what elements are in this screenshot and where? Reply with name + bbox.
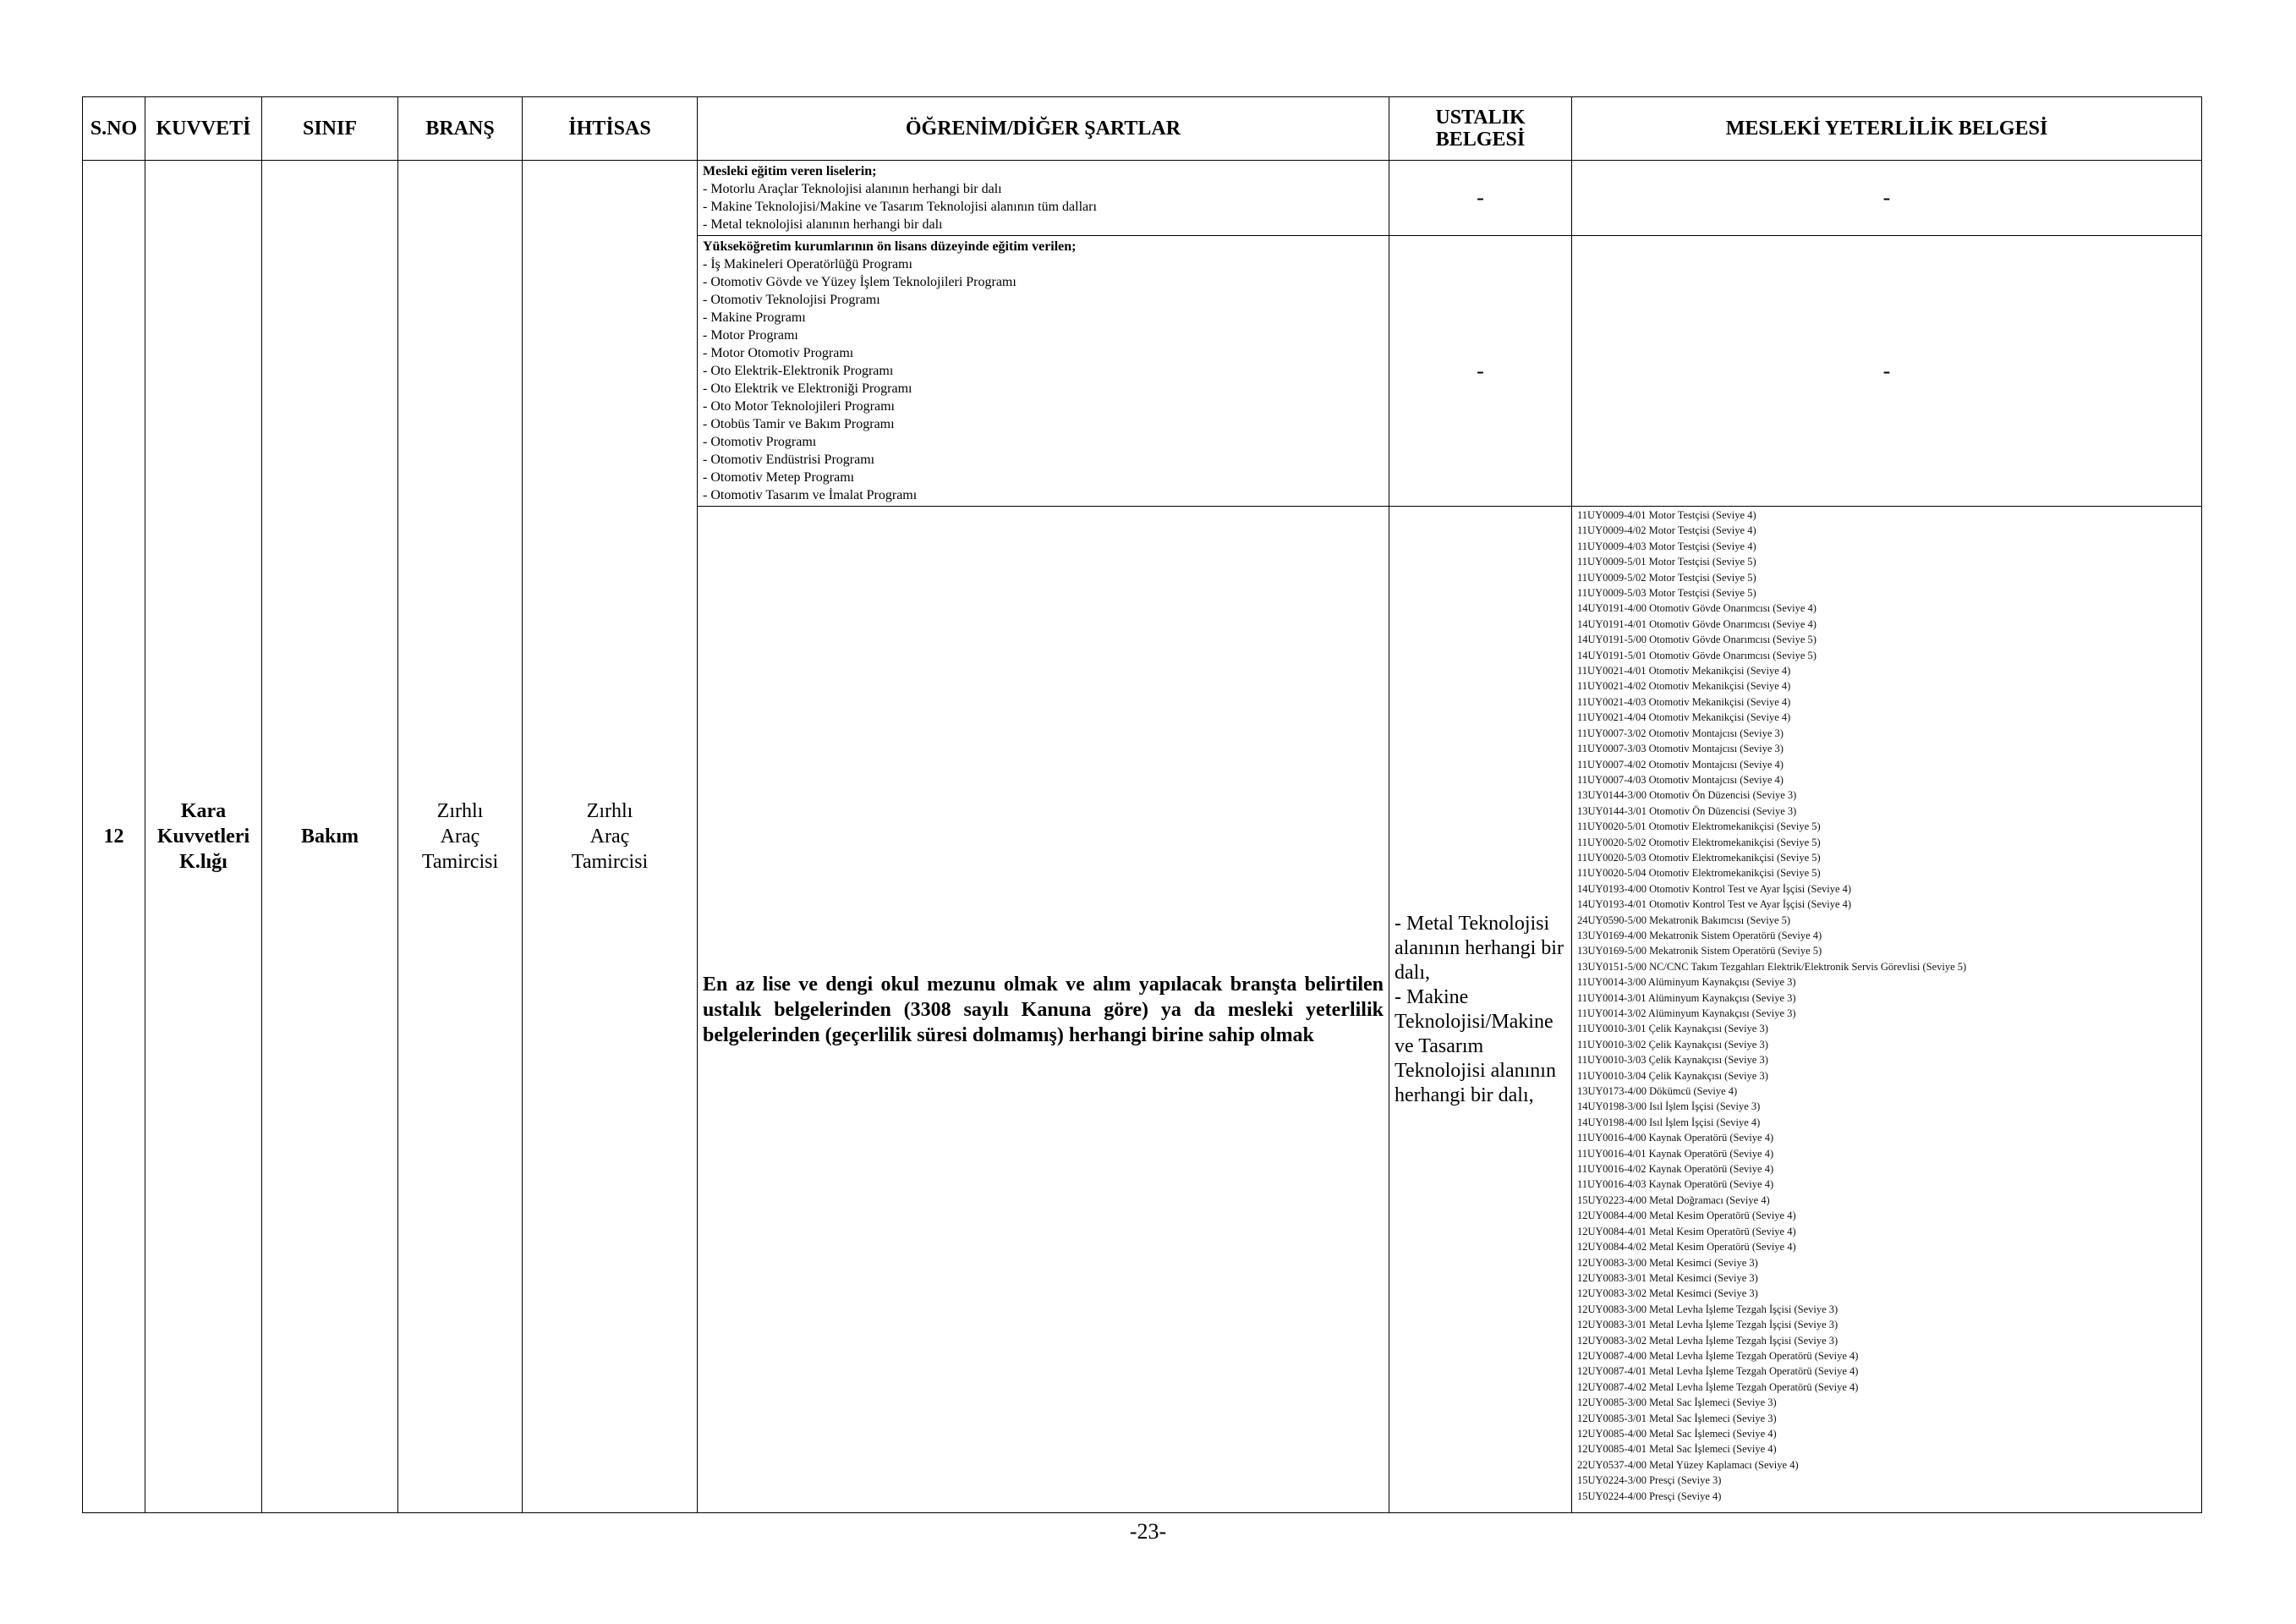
list-item: - Otomotiv Programı (703, 435, 817, 449)
header-ustalik-line2: BELGESİ (1435, 129, 1526, 151)
header-ihtisas: İHTİSAS (523, 97, 698, 161)
req1-cell (698, 161, 1389, 236)
list-item: 11UY0016-4/00 Kaynak Operatörü (Seviye 4) (1577, 1132, 1774, 1144)
brans-line: Araç (440, 826, 480, 848)
ihtisas-line: Tamircisi (571, 851, 649, 873)
list-item: - Makine Teknolojisi/Makine ve Tasarım Teknolojisi alanının tüm dalları (703, 200, 1097, 214)
list-item: 11UY0009-4/01 Motor Testçisi (Seviye 4) (1577, 509, 1756, 521)
sno-cell: 12 (83, 161, 145, 1513)
list-item: 12UY0085-4/01 Metal Sac İşlemeci (Seviye 4) (1577, 1443, 1777, 1456)
list-item: 13UY0169-4/00 Mekatronik Sistem Operatörü (Seviye 4) (1577, 929, 1822, 941)
list-item: 11UY0010-3/01 Çelik Kaynakçısı (Seviye 3) (1577, 1023, 1768, 1035)
ihtisas-cell (523, 161, 698, 1513)
list-item: 14UY0198-3/00 Isıl İşlem İşçisi (Seviye 3) (1577, 1100, 1761, 1113)
ihtisas-line: Araç (589, 826, 630, 848)
list-item: - Otomotiv Endüstrisi Programı (703, 453, 875, 467)
list-item: 11UY0010-3/03 Çelik Kaynakçısı (Seviye 3) (1577, 1054, 1768, 1067)
list-item: 12UY0085-3/00 Metal Sac İşlemeci (Seviye 3) (1577, 1396, 1777, 1409)
list-item: 12UY0085-4/00 Metal Sac İşlemeci (Seviye 4) (1577, 1427, 1777, 1440)
list-item: 22UY0537-4/00 Metal Yüzey Kaplamacı (Seviye 4) (1577, 1458, 1799, 1471)
list-item: 11UY0021-4/01 Otomotiv Mekanikçisi (Seviye 4) (1577, 665, 1791, 678)
list-item: - Oto Elektrik-Elektronik Programı (703, 364, 894, 378)
list-item: - Motor Programı (703, 328, 798, 343)
header-ustalik-line1: USTALIK (1435, 107, 1526, 129)
list-item: 11UY0010-3/04 Çelik Kaynakçısı (Seviye 3) (1577, 1069, 1768, 1082)
list-item: 12UY0083-3/01 Metal Levha İşleme Tezgah İşçisi (Seviye 3) (1577, 1319, 1838, 1331)
list-item: - Metal teknolojisi alanının herhangi bir dalı (703, 217, 943, 232)
list-item: 12UY0084-4/01 Metal Kesim Operatörü (Seviye 4) (1577, 1225, 1796, 1237)
list-item: 12UY0083-3/02 Metal Levha İşleme Tezgah İşçisi (Seviye 3) (1577, 1334, 1838, 1347)
header-kuvvet: KUVVETİ (145, 97, 262, 161)
list-item: 12UY0083-3/02 Metal Kesimci (Seviye 3) (1577, 1287, 1758, 1300)
list-item: - Oto Motor Teknolojileri Programı (703, 399, 895, 414)
table-row (83, 161, 2202, 236)
req1-mesleki: - (1572, 161, 2202, 236)
header-sinif: SINIF (262, 97, 398, 161)
header-ustalik (1389, 97, 1572, 161)
header-row (83, 97, 2202, 161)
list-item: 14UY0191-4/01 Otomotiv Gövde Onarımcısı (Seviye 4) (1577, 617, 1817, 630)
list-item: 12UY0087-4/02 Metal Levha İşleme Tezgah Operatörü (Seviye 4) (1577, 1380, 1859, 1393)
list-item: 14UY0198-4/00 Isıl İşlem İşçisi (Seviye 4) (1577, 1116, 1761, 1128)
header-brans: BRANŞ (398, 97, 523, 161)
list-item: 11UY0009-5/01 Motor Testçisi (Seviye 5) (1577, 556, 1756, 568)
list-item: 11UY0010-3/02 Çelik Kaynakçısı (Seviye 3) (1577, 1038, 1768, 1051)
req2-ustalik: - (1389, 236, 1572, 507)
list-item: 13UY0173-4/00 Dökümcü (Seviye 4) (1577, 1085, 1738, 1098)
list-item: 11UY0009-5/03 Motor Testçisi (Seviye 5) (1577, 587, 1756, 600)
list-item: 14UY0191-4/00 Otomotiv Gövde Onarımcısı (Seviye 4) (1577, 602, 1817, 615)
list-item: 11UY0021-4/02 Otomotiv Mekanikçisi (Seviye 4) (1577, 680, 1791, 693)
list-item: 12UY0087-4/00 Metal Levha İşleme Tezgah Operatörü (Seviye 4) (1577, 1349, 1859, 1362)
list-item: 11UY0007-3/02 Otomotiv Montajcısı (Seviye 3) (1577, 727, 1784, 739)
list-item: 24UY0590-5/00 Mekatronik Bakımcısı (Seviye 5) (1577, 914, 1791, 926)
kuvvet-line: Kara (180, 800, 227, 822)
list-item: - Makine Programı (703, 310, 806, 325)
list-item: 11UY0020-5/01 Otomotiv Elektromekanikçisi (Seviye 5) (1577, 820, 1821, 833)
list-item: 11UY0009-4/02 Motor Testçisi (Seviye 4) (1577, 524, 1756, 537)
kuvvet-line: Kuvvetleri (156, 826, 250, 848)
list-item: 11UY0020-5/02 Otomotiv Elektromekanikçisi (Seviye 5) (1577, 836, 1821, 848)
list-item: 12UY0083-3/00 Metal Levha İşleme Tezgah İşçisi (Seviye 3) (1577, 1303, 1838, 1315)
list-item: 11UY0007-4/03 Otomotiv Montajcısı (Seviye 4) (1577, 773, 1784, 786)
list-item: 15UY0223-4/00 Metal Doğramacı (Seviye 4) (1577, 1193, 1770, 1206)
req3-cell: En az lise ve dengi okul mezunu olmak ve alım yapılacak branşta belirtilen ustalık belgelerinden (3308 sayılı Kanuna göre) ya da mesleki yeterlilik belgelerinden (geçerlilik süresi dolmamış) herhangi birine sahip olmak (698, 507, 1389, 1513)
ihtisas-line: Zırhlı (586, 800, 633, 822)
list-item: 11UY0014-3/02 Alüminyum Kaynakçısı (Seviye 3) (1577, 1007, 1796, 1019)
list-item: 15UY0224-4/00 Presçi (Seviye 4) (1577, 1490, 1722, 1502)
list-item: 12UY0083-3/00 Metal Kesimci (Seviye 3) (1577, 1256, 1758, 1269)
list-item: 13UY0169-5/00 Mekatronik Sistem Operatörü (Seviye 5) (1577, 945, 1822, 957)
list-item: 13UY0144-3/01 Otomotiv Ön Düzencisi (Seviye 3) (1577, 804, 1797, 817)
page-number: -23- (1129, 1519, 1167, 1544)
list-item: 11UY0007-4/02 Otomotiv Montajcısı (Seviye 4) (1577, 758, 1784, 771)
list-item: 11UY0016-4/03 Kaynak Operatörü (Seviye 4) (1577, 1178, 1774, 1191)
req2-title: Yükseköğretim kurumlarının ön lisans düzeyinde eğitim verilen; (703, 239, 1077, 254)
list-item: 12UY0087-4/01 Metal Levha İşleme Tezgah Operatörü (Seviye 4) (1577, 1365, 1859, 1378)
req2-cell (698, 236, 1389, 507)
req1-title: Mesleki eğitim veren liselerin; (703, 164, 877, 178)
kuvvet-cell (145, 161, 262, 1513)
brans-line: Tamircisi (421, 851, 499, 873)
list-item: 11UY0014-3/00 Alüminyum Kaynakçısı (Seviye 3) (1577, 976, 1796, 989)
header-sno: S.NO (83, 97, 145, 161)
requirements-table (82, 96, 2202, 1513)
list-item: 13UY0144-3/00 Otomotiv Ön Düzencisi (Seviye 3) (1577, 789, 1797, 802)
list-item: 12UY0083-3/01 Metal Kesimci (Seviye 3) (1577, 1271, 1758, 1284)
list-item: 12UY0084-4/02 Metal Kesim Operatörü (Seviye 4) (1577, 1241, 1796, 1254)
list-item: 14UY0191-5/00 Otomotiv Gövde Onarımcısı (Seviye 5) (1577, 634, 1817, 646)
list-item: 11UY0020-5/03 Otomotiv Elektromekanikçisi (Seviye 5) (1577, 851, 1821, 864)
req3-ustalik: - Metal Teknolojisi alanının herhangi bir dalı, - Makine Teknolojisi/Makine ve Tasarım Teknolojisi alanının herhangi bir dalı, (1389, 507, 1572, 1513)
header-ogrenim: ÖĞRENİM/DİĞER ŞARTLAR (698, 97, 1389, 161)
list-item: 11UY0021-4/03 Otomotiv Mekanikçisi (Seviye 4) (1577, 695, 1791, 708)
list-item: 11UY0016-4/01 Kaynak Operatörü (Seviye 4) (1577, 1147, 1774, 1160)
list-item: - İş Makineleri Operatörlüğü Programı (703, 257, 912, 272)
list-item: 11UY0009-4/03 Motor Testçisi (Seviye 4) (1577, 540, 1756, 552)
list-item: - Oto Elektrik ve Elektroniği Programı (703, 381, 912, 396)
req1-ustalik: - (1389, 161, 1572, 236)
mesleki-list (1572, 507, 2202, 1513)
brans-line: Zırhlı (436, 800, 484, 822)
list-item: - Otomotiv Gövde ve Yüzey İşlem Teknolojileri Programı (703, 275, 1016, 289)
kuvvet-line: K.lığı (179, 851, 227, 873)
list-item: 14UY0193-4/00 Otomotiv Kontrol Test ve Ayar İşçisi (Seviye 4) (1577, 882, 1852, 895)
list-item: 11UY0016-4/02 Kaynak Operatörü (Seviye 4) (1577, 1163, 1774, 1176)
list-item: 11UY0007-3/03 Otomotiv Montajcısı (Seviye 3) (1577, 743, 1784, 755)
header-mesleki: MESLEKİ YETERLİLİK BELGESİ (1572, 97, 2202, 161)
list-item: 13UY0151-5/00 NC/CNC Takım Tezgahları Elektrik/Elektronik Servis Görevlisi (Seviye 5) (1577, 960, 1967, 973)
sinif-cell: Bakım (262, 161, 398, 1513)
list-item: 14UY0193-4/01 Otomotiv Kontrol Test ve Ayar İşçisi (Seviye 4) (1577, 898, 1852, 911)
list-item: 11UY0009-5/02 Motor Testçisi (Seviye 5) (1577, 571, 1756, 584)
list-item: 11UY0021-4/04 Otomotiv Mekanikçisi (Seviye 4) (1577, 711, 1791, 724)
req2-mesleki: - (1572, 236, 2202, 507)
list-item: 14UY0191-5/01 Otomotiv Gövde Onarımcısı (Seviye 5) (1577, 649, 1817, 661)
list-item: - Otomotiv Tasarım ve İmalat Programı (703, 488, 918, 502)
list-item: - Motor Otomotiv Programı (703, 346, 854, 360)
list-item: 11UY0020-5/04 Otomotiv Elektromekanikçisi (Seviye 5) (1577, 867, 1821, 880)
list-item: - Otomotiv Metep Programı (703, 470, 855, 485)
list-item: 12UY0084-4/00 Metal Kesim Operatörü (Seviye 4) (1577, 1210, 1796, 1222)
list-item: - Motorlu Araçlar Teknolojisi alanının herhangi bir dalı (703, 182, 1002, 196)
list-item: 12UY0085-3/01 Metal Sac İşlemeci (Seviye 3) (1577, 1412, 1777, 1424)
list-item: 15UY0224-3/00 Presçi (Seviye 3) (1577, 1474, 1722, 1487)
list-item: 11UY0014-3/01 Alüminyum Kaynakçısı (Seviye 3) (1577, 991, 1796, 1004)
brans-cell (398, 161, 523, 1513)
list-item: - Otobüs Tamir ve Bakım Programı (703, 417, 895, 431)
list-item: - Otomotiv Teknolojisi Programı (703, 293, 880, 307)
